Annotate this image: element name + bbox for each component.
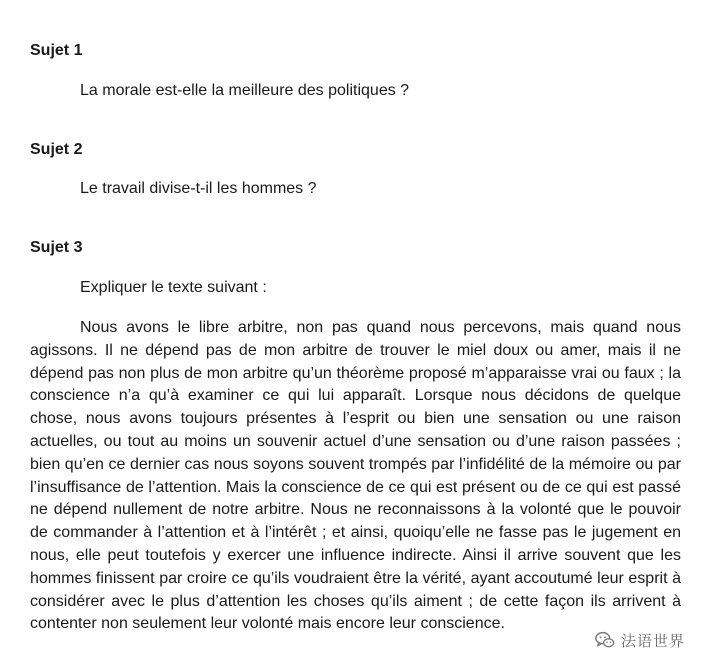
sujet-1-title: Sujet 1 (30, 42, 83, 59)
sujet-2-question: Le travail divise-t-il les hommes ? (80, 180, 317, 197)
sujet-3-instruction: Expliquer le texte suivant : (80, 279, 267, 296)
sujet-3-title: Sujet 3 (30, 239, 83, 256)
watermark (590, 627, 689, 653)
watermark-text: 法语世界 (621, 631, 686, 650)
sujet-2-title: Sujet 2 (30, 141, 83, 158)
wechat-icon (594, 629, 616, 651)
sujet-3-passage: Nous avons le libre arbitre, non pas quand nous percevons, mais quand nous agissons. Il ne dépend pas de mon arbitre de trouver le miel doux ou amer, mais il ne dépend pas non plus de mon arbitre qu’un théorème proposé m’apparaisse vrai ou faux ; la conscience n’a qu’à examiner ce qui lui apparaît. Lorsque nous décidons de quelque chose, nous avons toujours présentes à l’esprit ou bien une sensation ou une raison actuelles, ou tout au moins un souvenir actuel d’une sensation ou d’une raison passées ; bien qu’en ce dernier cas nous soyons souvent trompés par l’infidélité de la mémoire ou par l’insuffisance de l’attention. Mais la conscience de ce qui est présent ou de ce qui est passé ne dépend nullement de notre arbitre. Nous ne reconnaissons à la volonté que le pouvoir de commander à l’attention et à l’intérêt ; et ainsi, quoiqu’elle ne fasse pas le jugement en nous, elle peut toutefois y exercer une influence indirecte. Ainsi il arrive souvent que les hommes finissent par croire ce qu’ils voudraient être la vérité, ayant accoutumé leur esprit à considérer avec le plus d’attention les choses qu’ils aiment ; de cette façon ils arrivent à contenter non seulement leur volonté mais encore leur conscience. (30, 319, 681, 633)
sujet-1-question: La morale est-elle la meilleure des politiques ? (80, 82, 410, 99)
